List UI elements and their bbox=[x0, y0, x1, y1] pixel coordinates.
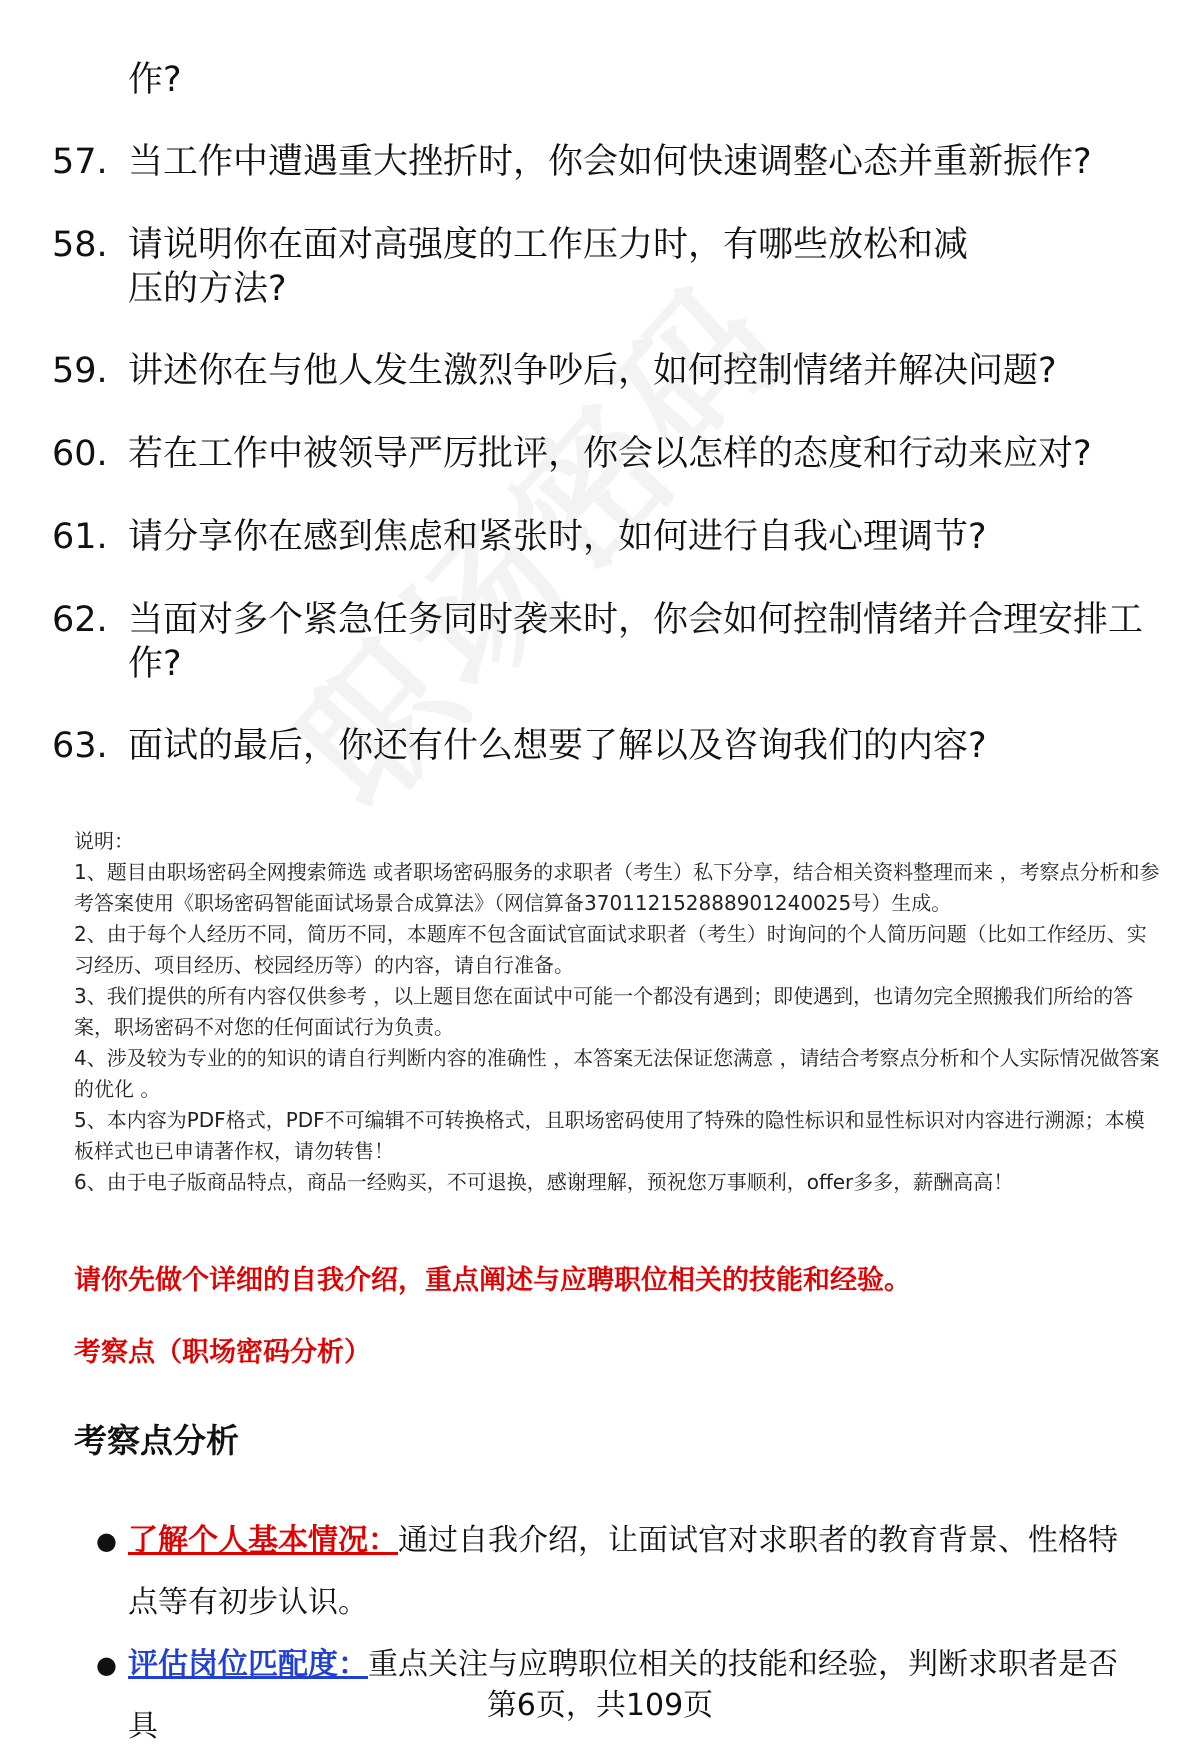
question-text: 讲述你在与他人发生激烈争吵后，如何控制情绪并解决问题? bbox=[128, 351, 1057, 391]
bullet-text: 重点关注与应聘职位相关的技能和经验，判断求职者是否具 bbox=[128, 1647, 1118, 1744]
question-number: 57. bbox=[52, 142, 108, 182]
question-continuation: 作? bbox=[128, 60, 182, 100]
question-number: 60. bbox=[52, 434, 108, 474]
note-item: 6、由于电子版商品特点，商品一经购买，不可退换，感谢理解，预祝您万事顺利，offer多多，薪酬高高！ bbox=[74, 1170, 1014, 1194]
question-text: 面试的最后，你还有什么想要了解以及咨询我们的内容? bbox=[128, 726, 987, 766]
question-number: 61. bbox=[52, 517, 108, 557]
question-item bbox=[52, 598, 1162, 686]
question-item bbox=[52, 432, 1162, 476]
analysis-bullet bbox=[96, 1510, 1146, 1634]
bullet-dot-icon: ● bbox=[96, 1651, 117, 1679]
analysis-heading: 考察点分析 bbox=[74, 1421, 239, 1460]
question-number: 58. bbox=[52, 225, 108, 265]
question-number: 59. bbox=[52, 351, 108, 391]
notes-title: 说明： bbox=[74, 829, 134, 853]
question-number: 62. bbox=[52, 600, 108, 640]
question-text: 请说明你在面对高强度的工作压力时，有哪些放松和减压的方法? bbox=[128, 225, 969, 309]
bullet-dot-icon: ● bbox=[96, 1527, 117, 1555]
question-text: 当工作中遭遇重大挫折时，你会如何快速调整心态并重新振作? bbox=[128, 142, 1092, 182]
question-item bbox=[52, 140, 1162, 184]
page-footer: 第6页，共109页 bbox=[486, 1688, 714, 1723]
note-item: 4、涉及较为专业的的知识的请自行判断内容的准确性 ，本答案无法保证您满意 ，请结合考察点分析和个人实际情况做答案的优化 。 bbox=[74, 1046, 1160, 1101]
bullet-key: 了解个人基本情况： bbox=[128, 1523, 398, 1558]
question-text: 请分享你在感到焦虑和紧张时，如何进行自我心理调节? bbox=[128, 517, 987, 557]
question-text: 若在工作中被领导严厉批评，你会以怎样的态度和行动来应对? bbox=[128, 434, 1092, 474]
bullet-key: 评估岗位匹配度： bbox=[128, 1647, 368, 1682]
question-text: 当面对多个紧急任务同时袭来时，你会如何控制情绪并合理安排工作? bbox=[128, 600, 1144, 684]
question-item bbox=[52, 349, 1162, 393]
question-list bbox=[52, 140, 1162, 807]
question-item bbox=[52, 223, 1162, 311]
question-item bbox=[52, 724, 1162, 768]
note-item: 3、我们提供的所有内容仅供参考 ，以上题目您在面试中可能一个都没有遇到；即使遇到，也请勿完全照搬我们所给的答案，职场密码不对您的任何面试行为负责。 bbox=[74, 984, 1134, 1039]
assessment-subtitle: 考察点（职场密码分析） bbox=[74, 1337, 371, 1368]
note-item: 2、由于每个人经历不同，简历不同，本题库不包含面试官面试求职者（考生）时询问的个人简历问题（比如工作经历、实习经历、项目经历、校园经历等）的内容，请自行准备。 bbox=[74, 922, 1147, 977]
note-item: 5、本内容为PDF格式，PDF不可编辑不可转换格式，且职场密码使用了特殊的隐性标识和显性标识对内容进行溯源；本模板样式也已申请著作权，请勿转售！ bbox=[74, 1108, 1145, 1163]
question-item bbox=[52, 515, 1162, 559]
interview-question-title: 请你先做个详细的自我介绍，重点阐述与应聘职位相关的技能和经验。 bbox=[74, 1265, 911, 1296]
bullet-text: 通过自我介绍，让面试官对求职者的教育背景、性格特点等有初步认识。 bbox=[128, 1523, 1118, 1620]
notes-section bbox=[74, 826, 1164, 1198]
note-item: 1、题目由职场密码全网搜索筛选 或者职场密码服务的求职者（考生）私下分享，结合相关资料整理而来 ，考察点分析和参考答案使用《职场密码智能面试场景合成算法》（网信算备370112152888901240025号）生成。 bbox=[74, 860, 1160, 915]
question-number: 63. bbox=[52, 726, 108, 766]
